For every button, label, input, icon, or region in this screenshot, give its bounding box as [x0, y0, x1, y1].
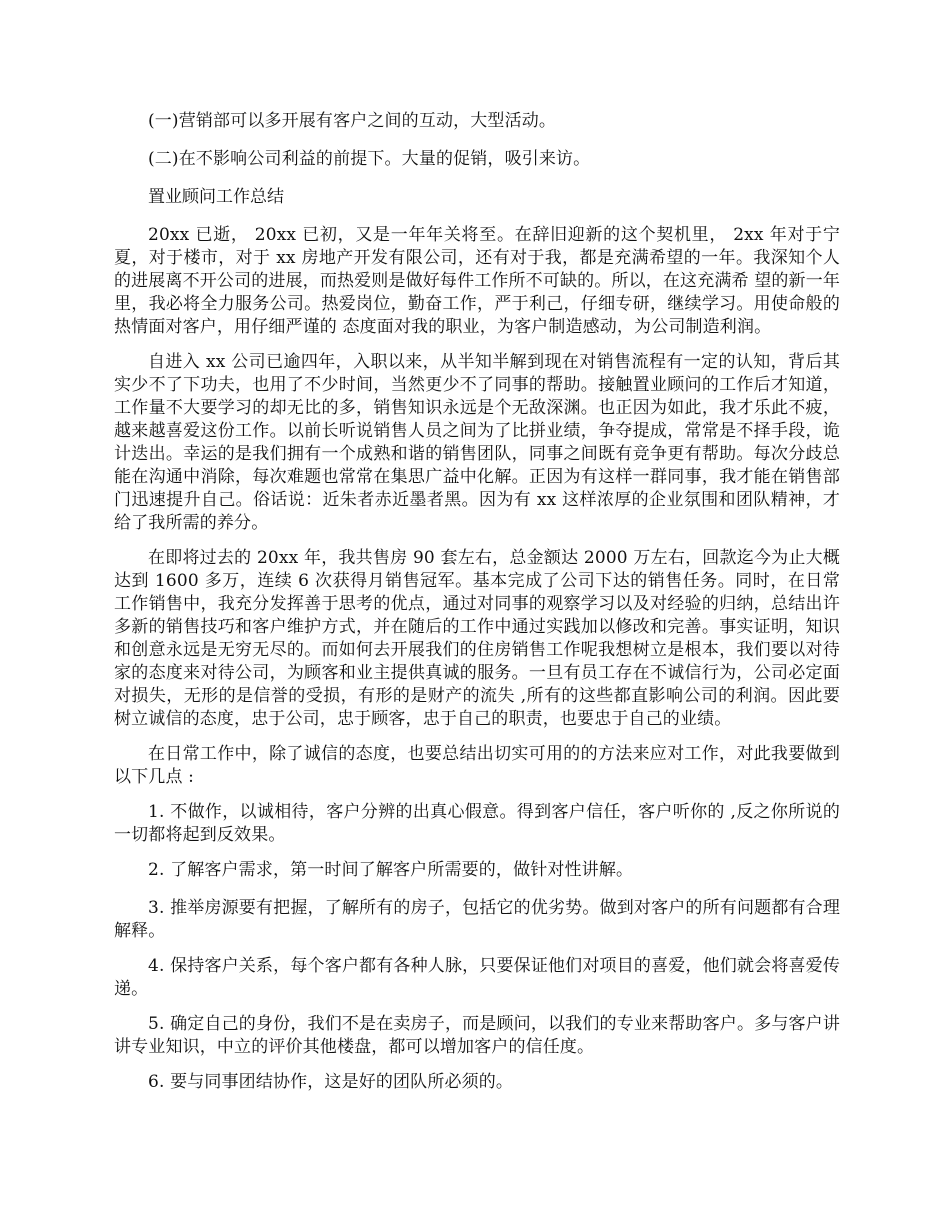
paragraph-intro: 20xx 已逝， 20xx 已初，又是一年年关将至。在辞旧迎新的这个契机里， 2xx 年对于宁夏，对于楼市，对于 xx 房地产开发有限公司，还有对于我，都是充满希望的一年。我深知个人的进展离不开公司的进展，而热爱则是做好每件工作所不可缺的。所以，在这充满希 望的新一年里，我必将全力服务公司。热爱岗位，勤奋工作，严于利己，仔细专研，继续学习。用使命般的热情面对客户，用仔细严谨的 态度面对我的职业，为客户制造感动，为公司制造利润。: [114, 225, 840, 337]
paragraph-1: (一)营销部可以多开展有客户之间的互动，大型活动。: [148, 111, 557, 131]
paragraph-results: 在即将过去的 20xx 年，我共售房 90 套左右，总金额达 2000 万左右，回款迄今为止大概达到 1600 多万，连续 6 次获得月销售冠军。基本完成了公司下达的销售任务。同时，在日常工作销售中，我充分发挥善于思考的优点，通过对同事的观察学习以及对经验的归纳，总结出许多新的销售技巧和客户维护方式，并在随后的工作中通过实践加以修改和完善。事实证明，知识和创意永远是无穷无尽的。而如何去开展我们的住房销售工作呢我想树立是根本，我们要以对待家的态度来对待公司，为顾客和业主提供真诚的服务。一旦有员工存在不诚信行为，公司必定面对损失，无形的是信誉的受损，有形的是财产的流失 ,所有的这些都直影响公司的利润。因此要树立诚信的态度，忠于公司，忠于顾客，忠于自己的职责，也要忠于自己的业绩。: [114, 548, 840, 729]
paragraph-experience: 自进入 xx 公司已逾四年，入职以来，从半知半解到现在对销售流程有一定的认知，背后其实少不了下功夫，也用了不少时间，当然更少不了同事的帮助。接触置业顾问的工作后才知道，工作量不大要学习的却无比的多，销售知识永远是个无敌深渊。也正因为如此，我才乐此不疲，越来越喜爱这份工作。以前长听说销售人员之间为了比拼业绩，争夺提成，常常是不择手段，诡计迭出。幸运的是我们拥有一个成熟和谐的销售团队，同事之间既有竞争更有帮助。每次分歧总能在沟通中消除，每次难题也常常在集思广益中化解。正因为有这样一群同事，我才能在销售部门迅速提升自己。俗话说：近朱者赤近墨者黑。因为有 xx 这样浓厚的企业氛围和团队精神，才给了我所需的养分。: [114, 352, 840, 533]
paragraph-2: (二)在不影响公司利益的前提下。大量的促销，吸引来访。: [148, 149, 591, 169]
section-title: 置业顾问工作总结: [148, 187, 284, 207]
paragraph-methods-intro: 在日常工作中，除了诚信的态度，也要总结出切实可用的的方法来应对工作，对此我要做到以下几点 :: [114, 744, 840, 787]
list-item-3: 3. 推举房源要有把握，了解所有的房子，包括它的优劣势。做到对客户的所有问题都有合理解释。: [114, 898, 840, 941]
list-item-1: 1. 不做作，以诚相待，客户分辨的出真心假意。得到客户信任，客户听你的 ,反之你所说的一切都将起到反效果。: [114, 802, 840, 845]
document-page: [114, 110, 840, 1109]
list-item-6: 6. 要与同事团结协作，这是好的团队所必须的。: [148, 1072, 514, 1092]
list-item-4: 4. 保持客户关系，每个客户都有各种人脉，只要保证他们对项目的喜爱，他们就会将喜爱传递。: [114, 956, 840, 999]
list-item-5: 5. 确定自己的身份，我们不是在卖房子，而是顾问，以我们的专业来帮助客户。多与客户讲讲专业知识，中立的评价其他楼盘，都可以增加客户的信任度。: [114, 1014, 840, 1057]
list-item-2: 2. 了解客户需求，第一时间了解客户所需要的，做针对性讲解。: [148, 860, 634, 880]
